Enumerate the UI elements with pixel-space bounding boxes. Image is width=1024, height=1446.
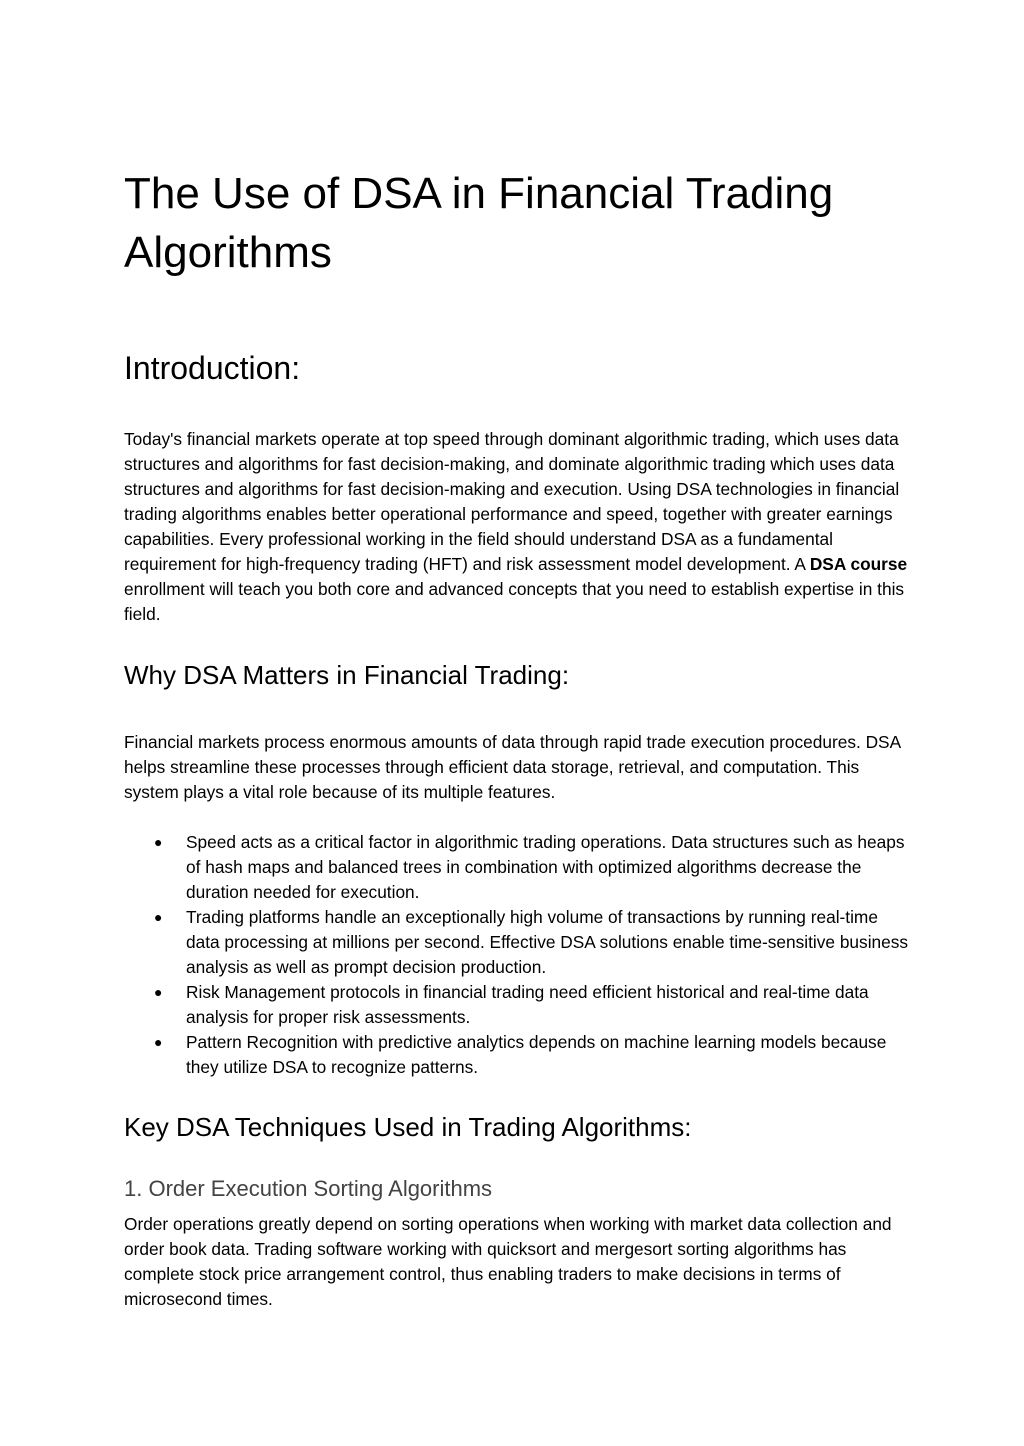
key-techniques-heading: Key DSA Techniques Used in Trading Algorithms: <box>124 1112 692 1142</box>
bullet-text: Risk Management protocols in financial trading need efficient historical and real-time data analysis for proper risk assessments. <box>186 982 869 1027</box>
bullet-text: Pattern Recognition with predictive analytics depends on machine learning models because they utilize DSA to recognize patterns. <box>186 1032 887 1077</box>
why-dsa-heading: Why DSA Matters in Financial Trading: <box>124 660 570 690</box>
bullet-item-pattern <box>124 1030 914 1080</box>
order-execution-subheading: 1. Order Execution Sorting Algorithms <box>124 1176 493 1201</box>
dsa-course-bold: DSA course <box>809 554 908 574</box>
bullet-dot: ● <box>154 1034 163 1050</box>
order-execution-paragraph: Order operations greatly depend on sorting operations when working with market data collection and order book data. Trading software working with quicksort and mergesort sorting algorithms has complete stock price arrangement control, thus enabling traders to make decisions in terms of microsecond times. <box>124 1214 892 1309</box>
bullet-text: Speed acts as a critical factor in algorithmic trading operations. Data structures such as heaps of hash maps and balanced trees in combination with optimized algorithms decrease the duration needed for execution. <box>186 832 905 902</box>
bullet-dot: ● <box>154 909 163 925</box>
bullet-item-volume <box>124 905 914 980</box>
introduction-heading: Introduction: <box>124 350 301 386</box>
introduction-paragraph <box>124 427 914 627</box>
bullet-text: Trading platforms handle an exceptionally high volume of transactions by running real-time data processing at millions per second. Effective DSA solutions enable time-sensitive business analysis as well as prompt decision production. <box>186 907 909 977</box>
introduction-text-end: enrollment will teach you both core and advanced concepts that you need to establish expertise in this field. <box>124 579 905 624</box>
introduction-text-start: Today's financial markets operate at top speed through dominant algorithmic trading, which uses data structures and algorithms for fast decision-making, and dominate algorithmic trading which uses data structures and algorithms for fast decision-making and execution. Using DSA technologies in financial trading algorithms enables better operational performance and speed, together with greater earnings capabilities. Every professional working in the field should understand DSA as a fundamental requirement for high-frequency trading (HFT) and risk assessment model development. A <box>124 429 900 574</box>
why-dsa-bullet-list <box>124 830 914 1080</box>
why-dsa-paragraph: Financial markets process enormous amounts of data through rapid trade execution procedures. DSA helps streamline these processes through efficient data storage, retrieval, and computation. This system plays a vital role because of its multiple features. <box>124 732 901 802</box>
bullet-item-speed <box>124 830 914 905</box>
bullet-item-risk <box>124 980 914 1030</box>
bullet-dot: ● <box>154 834 163 850</box>
bullet-dot: ● <box>154 984 163 1000</box>
document-title: The Use of DSA in Financial Trading Algorithms <box>124 169 834 277</box>
